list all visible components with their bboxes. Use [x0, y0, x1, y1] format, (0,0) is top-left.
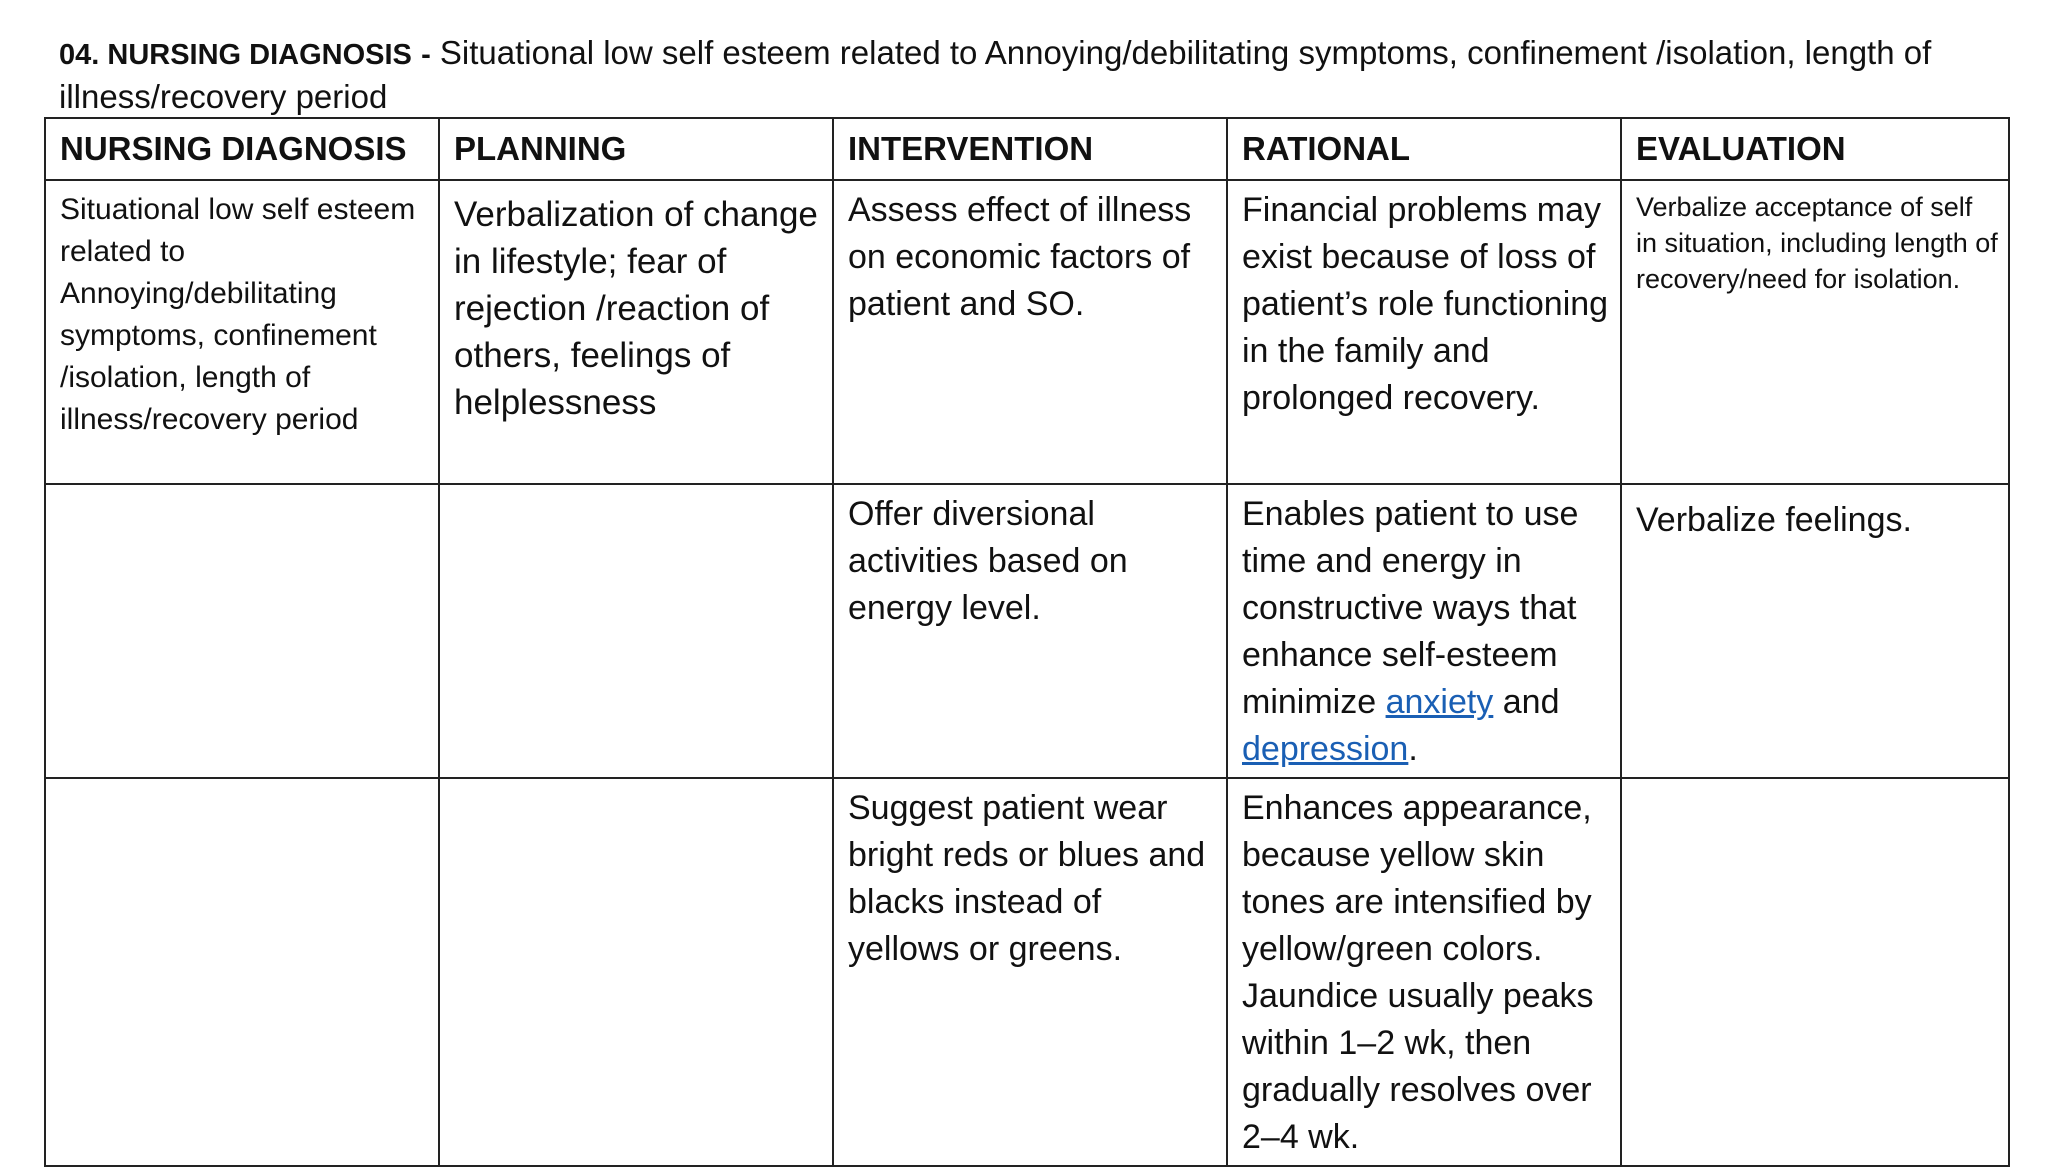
- heading-separator: -: [421, 39, 431, 71]
- cell-diagnosis: [45, 778, 439, 1166]
- header-evaluation: EVALUATION: [1621, 118, 2009, 180]
- heading-label: 04. NURSING DIAGNOSIS: [59, 39, 412, 71]
- header-planning: PLANNING: [439, 118, 833, 180]
- cell-intervention: [833, 778, 1227, 1166]
- diagnosis-text: Situational low self esteem related to Annoying/debilitating symptoms, confinement /isolation, length of illness/recovery period: [60, 193, 416, 436]
- intervention-text: Assess effect of illness on economic factors of patient and SO.: [848, 191, 1192, 323]
- table-row: [45, 180, 2009, 484]
- diagnosis-text: [46, 485, 438, 495]
- intervention-text: Offer diversional activities based on energy level.: [848, 495, 1128, 627]
- cell-planning: [439, 484, 833, 778]
- header-nursing-diagnosis: NURSING DIAGNOSIS: [45, 118, 439, 180]
- rational-text: Financial problems may exist because of loss of patient’s role functioning in the family and prolonged recovery.: [1242, 191, 1609, 417]
- rational-prefix: Enables patient to use time and energy in constructive ways that enhance self-esteem minimize: [1242, 495, 1579, 721]
- cell-evaluation: [1621, 180, 2009, 484]
- planning-text: [440, 485, 832, 495]
- evaluation-text: Verbalize acceptance of self in situation, including length of recovery/need for isolation.: [1636, 192, 1998, 294]
- evaluation-text: [1622, 779, 2008, 789]
- cell-rational: [1227, 484, 1621, 778]
- diagnosis-text: [46, 779, 438, 789]
- depression-link[interactable]: depression: [1242, 730, 1409, 768]
- cell-intervention: [833, 180, 1227, 484]
- anxiety-link[interactable]: anxiety: [1385, 683, 1494, 721]
- cell-planning: [439, 180, 833, 484]
- cell-evaluation: [1621, 484, 2009, 778]
- intervention-text: Suggest patient wear bright reds or blues and blacks instead of yellows or greens.: [848, 789, 1206, 968]
- cell-evaluation: [1621, 778, 2009, 1166]
- table-row: [45, 778, 2009, 1166]
- cell-diagnosis: [45, 180, 439, 484]
- rational-text: [1228, 485, 1620, 777]
- heading-text: Situational low self esteem related to Annoying/debilitating symptoms, confinement /isolation, length of illness/recovery period: [59, 34, 1932, 115]
- table-row: [45, 484, 2009, 778]
- rational-suffix: .: [1408, 730, 1418, 768]
- evaluation-text: Verbalize feelings.: [1636, 501, 1912, 539]
- cell-rational: [1227, 180, 1621, 484]
- cell-rational: [1227, 778, 1621, 1166]
- header-rational: RATIONAL: [1227, 118, 1621, 180]
- table-header-row: [45, 118, 2009, 180]
- care-plan-table: [44, 117, 2010, 1167]
- page-heading: [59, 32, 1999, 118]
- rational-text: Enhances appearance, because yellow skin tones are intensified by yellow/green colors. Jaundice usually peaks within 1–2 wk, then gradually resolves over 2–4 wk.: [1242, 789, 1594, 1156]
- cell-intervention: [833, 484, 1227, 778]
- planning-text: Verbalization of change in lifestyle; fear of rejection /reaction of others, feelings of helplessness: [454, 195, 818, 422]
- header-intervention: INTERVENTION: [833, 118, 1227, 180]
- rational-middle: and: [1493, 683, 1560, 721]
- cell-diagnosis: [45, 484, 439, 778]
- cell-planning: [439, 778, 833, 1166]
- planning-text: [440, 779, 832, 789]
